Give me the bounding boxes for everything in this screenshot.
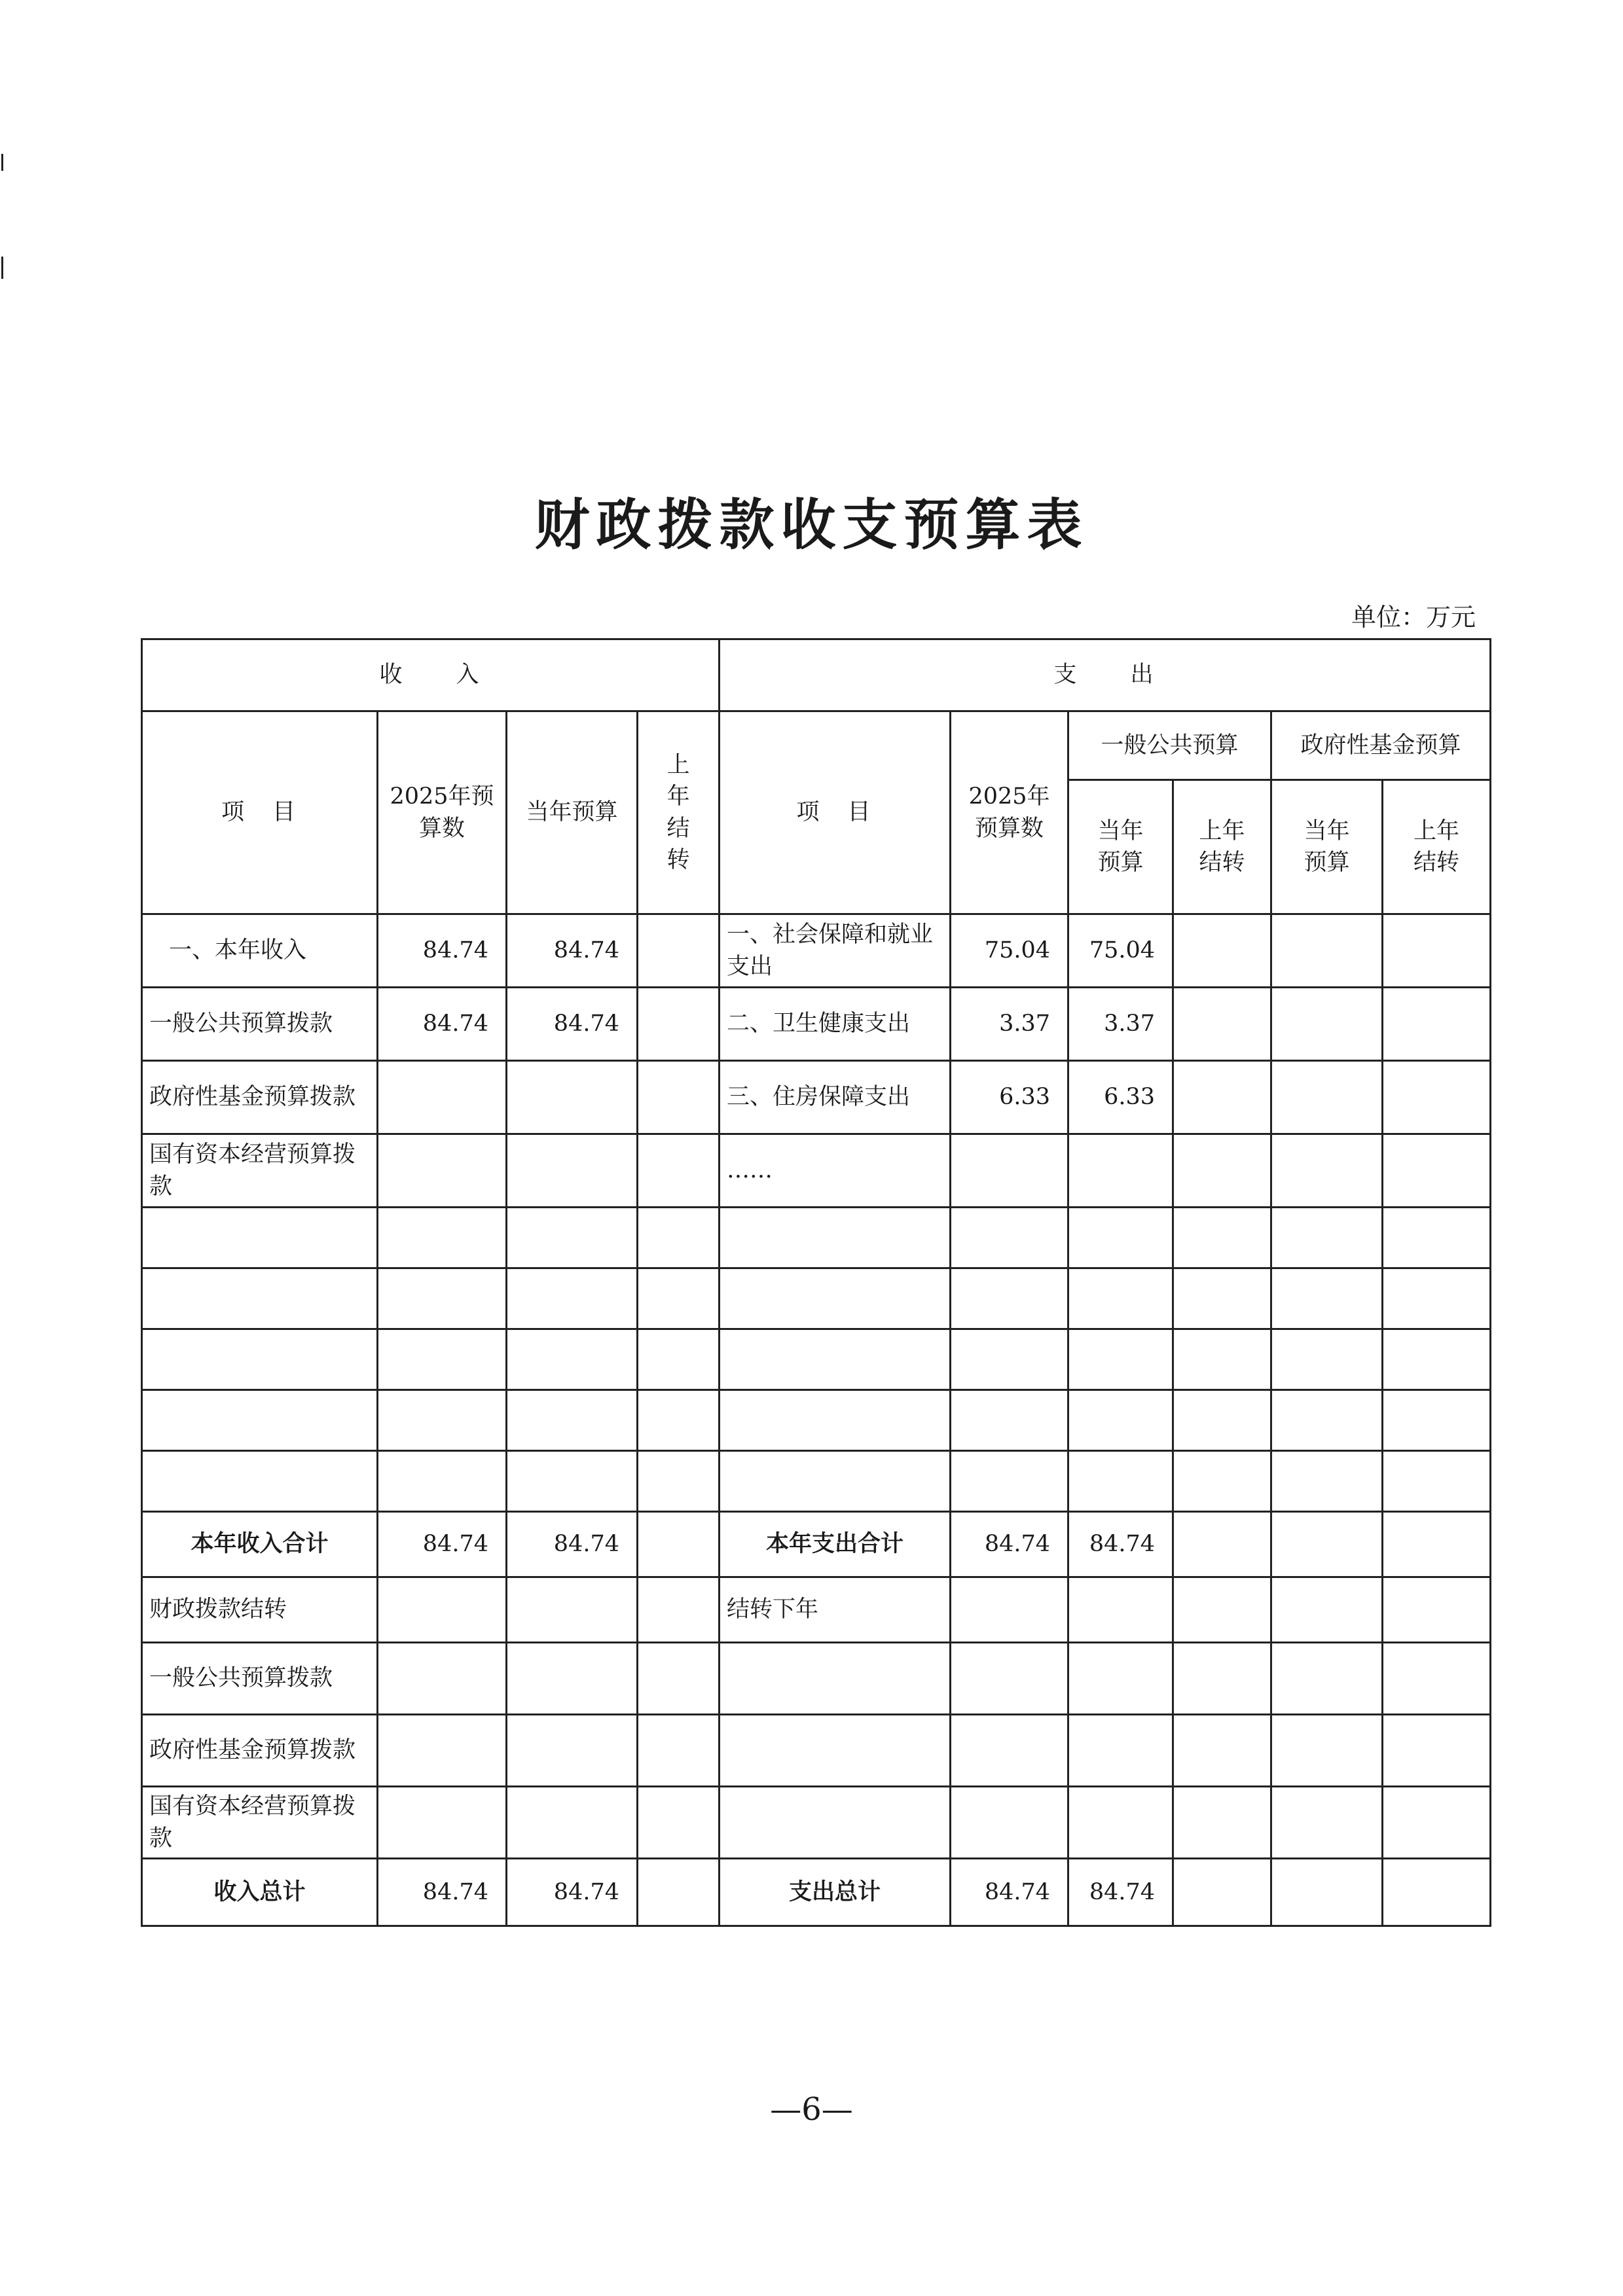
expense-total-label: 支出总计 [720, 1859, 951, 1926]
grand-total-row [142, 1859, 1491, 1926]
expense-value: 75.04 [951, 914, 1068, 988]
empty-cell [1271, 1512, 1383, 1577]
expense-value [1068, 1134, 1173, 1208]
income-budget-2025-header: 2025年预算数 [378, 711, 507, 914]
empty-cell [1173, 914, 1271, 988]
empty-cell [1173, 1061, 1271, 1134]
empty-row [142, 1390, 1491, 1451]
empty-cell [1383, 1134, 1491, 1208]
table-row [142, 914, 1491, 988]
income-value: 84.74 [378, 988, 507, 1061]
page-number: —6— [770, 2091, 853, 2128]
expense-value: 3.37 [951, 988, 1068, 1061]
empty-row [142, 1329, 1491, 1390]
income-value [378, 1061, 507, 1134]
expense-value: 3.37 [1068, 988, 1173, 1061]
income-value [638, 914, 720, 988]
scan-mark [1, 154, 3, 171]
scan-mark [1, 257, 3, 279]
unit-label: 单位：万元 [1351, 603, 1476, 632]
expense-label: 一、社会保障和就业支出 [720, 914, 951, 988]
income-value: 84.74 [378, 914, 507, 988]
expense-header: 支 出 [720, 639, 1491, 711]
expense-item-header: 项 目 [720, 711, 951, 914]
empty-cell [1173, 1859, 1271, 1926]
gf-carry-header: 上年结转 [1383, 780, 1491, 914]
expense-label: 三、住房保障支出 [720, 1061, 951, 1134]
carry-label: 财政拨款结转 [142, 1577, 378, 1643]
page-title: 财政拨款收支预算表 [534, 493, 1089, 557]
empty-cell [1383, 1512, 1491, 1577]
empty-cell [638, 1859, 720, 1926]
carry-soc-label: 国有资本经营预算拨款 [142, 1787, 378, 1859]
empty-cell [1271, 988, 1383, 1061]
empty-cell [1383, 1859, 1491, 1926]
expense-total-2025: 84.74 [951, 1859, 1068, 1926]
income-value [638, 1134, 720, 1208]
expense-label: …… [720, 1134, 951, 1208]
carry-gf-label: 政府性基金预算拨款 [142, 1715, 378, 1787]
table-row [142, 1134, 1491, 1208]
year-total-row [142, 1512, 1491, 1577]
expense-label: 二、卫生健康支出 [720, 988, 951, 1061]
empty-cell [1271, 1134, 1383, 1208]
income-label: 政府性基金预算拨款 [142, 1061, 378, 1134]
income-year-total-2025: 84.74 [378, 1512, 507, 1577]
expense-year-total-2025: 84.74 [951, 1512, 1068, 1577]
carry-row [142, 1577, 1491, 1643]
expense-budget-2025-header: 2025年预算数 [951, 711, 1068, 914]
income-year-total-current: 84.74 [507, 1512, 638, 1577]
income-value [638, 1061, 720, 1134]
carry-next-label: 结转下年 [720, 1577, 951, 1643]
table-row [142, 1061, 1491, 1134]
empty-row [142, 1268, 1491, 1329]
expense-value: 6.33 [951, 1061, 1068, 1134]
carry-row [142, 1643, 1491, 1715]
empty-row [142, 1208, 1491, 1268]
empty-cell [1173, 1512, 1271, 1577]
income-value [378, 1134, 507, 1208]
income-value: 84.74 [507, 914, 638, 988]
income-current-header: 当年预算 [507, 711, 638, 914]
income-value [507, 1134, 638, 1208]
expense-value [951, 1134, 1068, 1208]
empty-cell [1383, 1061, 1491, 1134]
income-year-total-label: 本年收入合计 [142, 1512, 378, 1577]
gp-carry-header: 上年结转 [1173, 780, 1271, 914]
empty-cell [1173, 988, 1271, 1061]
general-public-budget-header: 一般公共预算 [1068, 711, 1271, 780]
empty-cell [1271, 1061, 1383, 1134]
gf-current-header: 当年预算 [1271, 780, 1383, 914]
income-item-header: 项 目 [142, 711, 378, 914]
gov-fund-budget-header: 政府性基金预算 [1271, 711, 1491, 780]
income-label: 一、本年收入 [142, 914, 378, 988]
empty-cell [1173, 1134, 1271, 1208]
empty-cell [1383, 914, 1491, 988]
income-total-label: 收入总计 [142, 1859, 378, 1926]
income-value: 84.74 [507, 988, 638, 1061]
empty-row [142, 1451, 1491, 1512]
income-total-current: 84.74 [507, 1859, 638, 1926]
income-label: 国有资本经营预算拨款 [142, 1134, 378, 1208]
budget-table [141, 638, 1491, 1927]
carry-row [142, 1787, 1491, 1859]
income-total-2025: 84.74 [378, 1859, 507, 1926]
gp-current-header: 当年预算 [1068, 780, 1173, 914]
income-value [507, 1061, 638, 1134]
empty-cell [638, 1512, 720, 1577]
carry-row [142, 1715, 1491, 1787]
expense-value: 75.04 [1068, 914, 1173, 988]
income-header: 收 入 [142, 639, 720, 711]
income-carry-header: 上年结转 [638, 711, 720, 914]
expense-value: 6.33 [1068, 1061, 1173, 1134]
expense-total-gp: 84.74 [1068, 1859, 1173, 1926]
table-row [142, 988, 1491, 1061]
empty-cell [1271, 914, 1383, 988]
empty-cell [1383, 988, 1491, 1061]
income-label: 一般公共预算拨款 [142, 988, 378, 1061]
carry-gp-label: 一般公共预算拨款 [142, 1643, 378, 1715]
expense-year-total-label: 本年支出合计 [720, 1512, 951, 1577]
empty-cell [1271, 1859, 1383, 1926]
income-value [638, 988, 720, 1061]
expense-year-total-gp: 84.74 [1068, 1512, 1173, 1577]
